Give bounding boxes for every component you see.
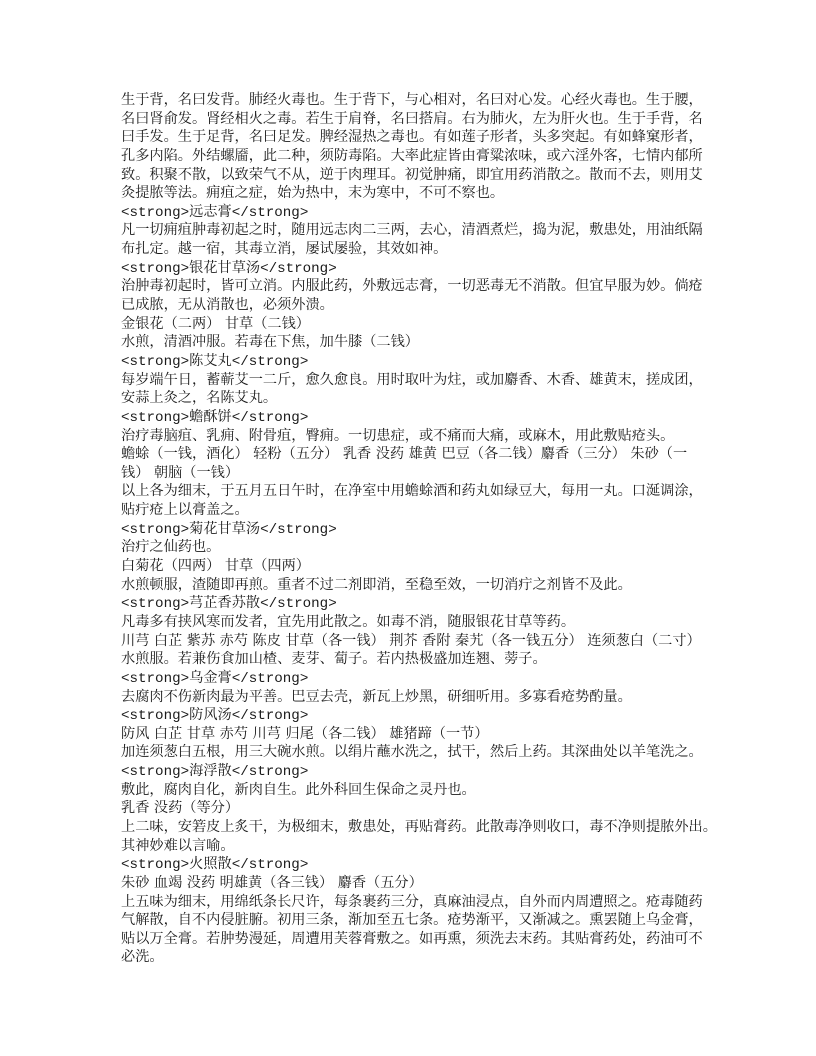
recipe-title: 菊花甘草汤 <box>189 520 261 537</box>
strong-open-tag: <strong> <box>121 260 190 277</box>
strong-open-tag: <strong> <box>121 521 190 538</box>
text-line: 水煎，清酒冲服。若毒在下焦，加牛膝（二钱） <box>121 334 419 351</box>
strong-close-tag: </strong> <box>260 260 337 277</box>
recipe-title: 火照散 <box>189 856 232 873</box>
recipe-heading <box>121 594 721 613</box>
text-line: 致。积聚不散，以致荣气不从，逆于肉理耳。初觉肿痛，即宜用药消散之。散而不去，则用艾 <box>121 166 703 183</box>
strong-open-tag: <strong> <box>121 764 190 781</box>
strong-close-tag: </strong> <box>231 353 309 370</box>
text-line: 上二味，安箬皮上炙干，为极细末，敷患处，再贴膏药。此散毒净则收口，毒不净则提脓外出。 <box>121 818 717 835</box>
recipe-heading <box>121 520 721 539</box>
text-line: 布扎定。越一宿，其毒立消，屡试屡验，其效如神。 <box>121 241 448 258</box>
recipe-title: 芎芷香苏散 <box>189 595 261 612</box>
text-line: 防风 白芷 甘草 赤芍 川芎 归尾（各二钱） 雄猪蹄（一节） <box>121 725 489 742</box>
strong-open-tag: <strong> <box>121 409 190 426</box>
text-line: 敷此，腐肉自化，新肉自生。此外科回生保命之灵丹也。 <box>121 781 476 798</box>
strong-close-tag: </strong> <box>231 764 309 781</box>
strong-close-tag: </strong> <box>260 521 337 538</box>
text-line: 朱砂 血竭 没药 明雄黄（各三钱） 麝香（五分） <box>121 874 423 891</box>
strong-close-tag: </strong> <box>231 857 309 874</box>
recipe-title: 银花甘草汤 <box>189 259 261 276</box>
strong-open-tag: <strong> <box>121 353 190 370</box>
document-page <box>121 91 721 967</box>
recipe-title: 防风汤 <box>189 707 232 724</box>
text-line: 乳香 没药（等分） <box>121 800 240 817</box>
text-line: 孔多内陷。外结螺靥，此二种，须防毒陷。大率此症皆由膏粱浓味，或六淫外客，七情内郁所 <box>121 147 703 164</box>
text-line: 灸提脓等法。痈疽之症，始为热中，末为寒中，不可不察也。 <box>121 185 505 202</box>
recipe-title: 蟾酥饼 <box>189 408 232 425</box>
text-line: 贴疔疮上以膏盖之。 <box>121 502 249 519</box>
recipe-title: 远志膏 <box>189 203 232 220</box>
text-line: 曰手发。生于足背，名曰足发。脾经湿热之毒也。有如莲子形者，头多突起。有如蜂窠形者， <box>121 129 703 146</box>
strong-open-tag: <strong> <box>121 596 190 613</box>
text-line: 蟾蜍（一钱，酒化） 轻粉（五分） 乳香 没药 雄黄 巴豆（各二钱）麝香（三分） 朱砂（一 <box>121 446 688 463</box>
text-line: 每岁端午日，蓄蕲艾一二斤，愈久愈良。用时取叶为炷，或加麝香、木香、雄黄末，搓成团， <box>121 371 703 388</box>
text-line: 必洗。 <box>121 949 164 966</box>
recipe-title: 乌金膏 <box>189 669 232 686</box>
text-line: 凡一切痈疽肿毒初起之时，随用远志肉二三两，去心，清酒煮烂，捣为泥，敷患处，用油纸隔 <box>121 222 703 239</box>
text-line: 加连须葱白五根，用三大碗水煎。以绢片蘸水洗之，拭干，然后上药。其深曲处以羊笔洗之。 <box>121 744 703 761</box>
strong-close-tag: </strong> <box>231 409 309 426</box>
recipe-heading <box>121 706 721 725</box>
strong-close-tag: </strong> <box>231 708 309 725</box>
recipe-heading <box>121 352 721 371</box>
text-line: 凡毒多有挟风寒而发者，宜先用此散之。如毒不消，随服银花甘草等药。 <box>121 613 576 630</box>
text-line: 其神妙难以言喻。 <box>121 837 235 854</box>
text-line: 治疗毒脑疽、乳痈、附骨疽，臀痈。一切患症，或不痛而大痛，或麻木，用此敷贴疮头。 <box>121 427 675 444</box>
recipe-heading <box>121 762 721 781</box>
recipe-heading <box>121 408 721 427</box>
text-line: 安蒜上灸之，名陈艾丸。 <box>121 390 278 407</box>
text-line: 水煎顿服，渣随即再煎。重者不过二剂即消，至稳至效，一切消疔之剂皆不及此。 <box>121 576 632 593</box>
strong-close-tag: </strong> <box>260 596 337 613</box>
text-line: 水煎服。若兼伤食加山楂、麦芽、蔔子。若内热极盛加连翘、蒡子。 <box>121 651 547 668</box>
strong-open-tag: <strong> <box>121 204 190 221</box>
text-line: 贴以万全膏。若肿势漫延，周遭用芙蓉膏敷之。如再熏，须洗去末药。其贴膏药处，药油可不 <box>121 930 703 947</box>
text-line: 生于背，名曰发背。肺经火毒也。生于背下，与心相对，名曰对心发。心经火毒也。生于腰， <box>121 92 703 108</box>
recipe-title: 陈艾丸 <box>189 352 232 369</box>
recipe-heading <box>121 855 721 874</box>
strong-close-tag: </strong> <box>231 670 309 687</box>
text-line: 已成脓，无从消散也，必须外溃。 <box>121 297 334 314</box>
recipe-heading <box>121 203 721 222</box>
strong-close-tag: </strong> <box>231 204 309 221</box>
text-line: 钱） 朝脑（一钱） <box>121 464 240 481</box>
recipe-heading <box>121 669 721 688</box>
text-line: 以上各为细末，于五月五日午时，在净室中用蟾蜍酒和药丸如绿豆大，每用一丸。口涎调涂， <box>121 483 703 500</box>
text-line: 川芎 白芷 紫苏 赤芍 陈皮 甘草（各一钱） 荆芥 香附 秦艽（各一钱五分） 连须葱白（二寸） <box>121 632 701 649</box>
strong-open-tag: <strong> <box>121 708 190 725</box>
text-line: 白菊花（四两） 甘草（四两） <box>121 558 310 575</box>
text-line: 金银花（二两） 甘草（二钱） <box>121 315 310 332</box>
text-line: 去腐肉不伤新肉最为平善。巴豆去壳，新瓦上炒黑，研细听用。多寡看疮势酌量。 <box>121 688 632 705</box>
text-line: 上五味为细末，用绵纸条长尺许，每条裹药三分，真麻油浸点，自外而内周遭照之。疮毒随药 <box>121 893 703 910</box>
text-line: 气解散，自不内侵脏腑。初用三条，渐加至五七条。疮势渐平，又渐减之。熏罢随上乌金膏， <box>121 912 703 929</box>
recipe-heading <box>121 259 721 278</box>
text-line: 治疔之仙药也。 <box>121 539 221 556</box>
text-line: 治肿毒初起时，皆可立消。内服此药，外敷远志膏，一切恶毒无不消散。但宜早服为妙。倘疮 <box>121 278 703 295</box>
strong-open-tag: <strong> <box>121 857 190 874</box>
recipe-title: 海浮散 <box>189 763 232 780</box>
strong-open-tag: <strong> <box>121 670 190 687</box>
text-line: 名曰肾俞发。肾经相火之毒。若生于肩脊，名曰搭肩。右为肺火，左为肝火也。生于手背，名 <box>121 110 703 127</box>
